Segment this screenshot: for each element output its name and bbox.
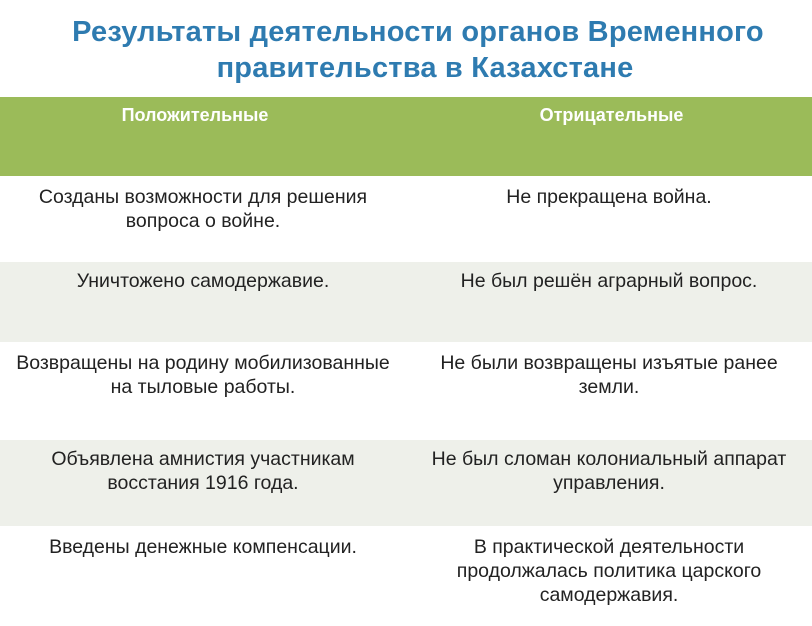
positive-cell: Уничтожено самодержавие.: [0, 261, 406, 343]
negative-cell: Не прекращена война.: [406, 177, 812, 261]
table-row: [0, 343, 812, 439]
table-row: [0, 527, 812, 626]
positive-cell: Созданы возможности для решения вопроса о войне.: [0, 177, 406, 261]
table-row: [0, 261, 812, 343]
positive-cell: Возвращены на родину мобилизованные на тыловые работы.: [0, 343, 406, 439]
negative-cell: В практической деятельности продолжалась политика царского самодержавия.: [406, 527, 812, 626]
column-header-negative: Отрицательные: [406, 97, 812, 177]
positive-cell: Введены денежные компенсации.: [0, 527, 406, 626]
results-table: [0, 97, 812, 626]
table-row: [0, 439, 812, 527]
positive-cell: Объявлена амнистия участникам восстания 1916 года.: [0, 439, 406, 527]
table-header-row: [0, 97, 812, 177]
page-title-line-1: Результаты деятельности органов Временного: [72, 16, 764, 48]
page-title: [0, 14, 812, 86]
column-header-positive: Положительные: [0, 97, 406, 177]
negative-cell: Не были возвращены изъятые ранее земли.: [406, 343, 812, 439]
page-title-line-2: правительства в Казахстане: [216, 52, 634, 84]
negative-cell: Не был сломан колониальный аппарат управления.: [406, 439, 812, 527]
table-row: [0, 177, 812, 261]
negative-cell: Не был решён аграрный вопрос.: [406, 261, 812, 343]
